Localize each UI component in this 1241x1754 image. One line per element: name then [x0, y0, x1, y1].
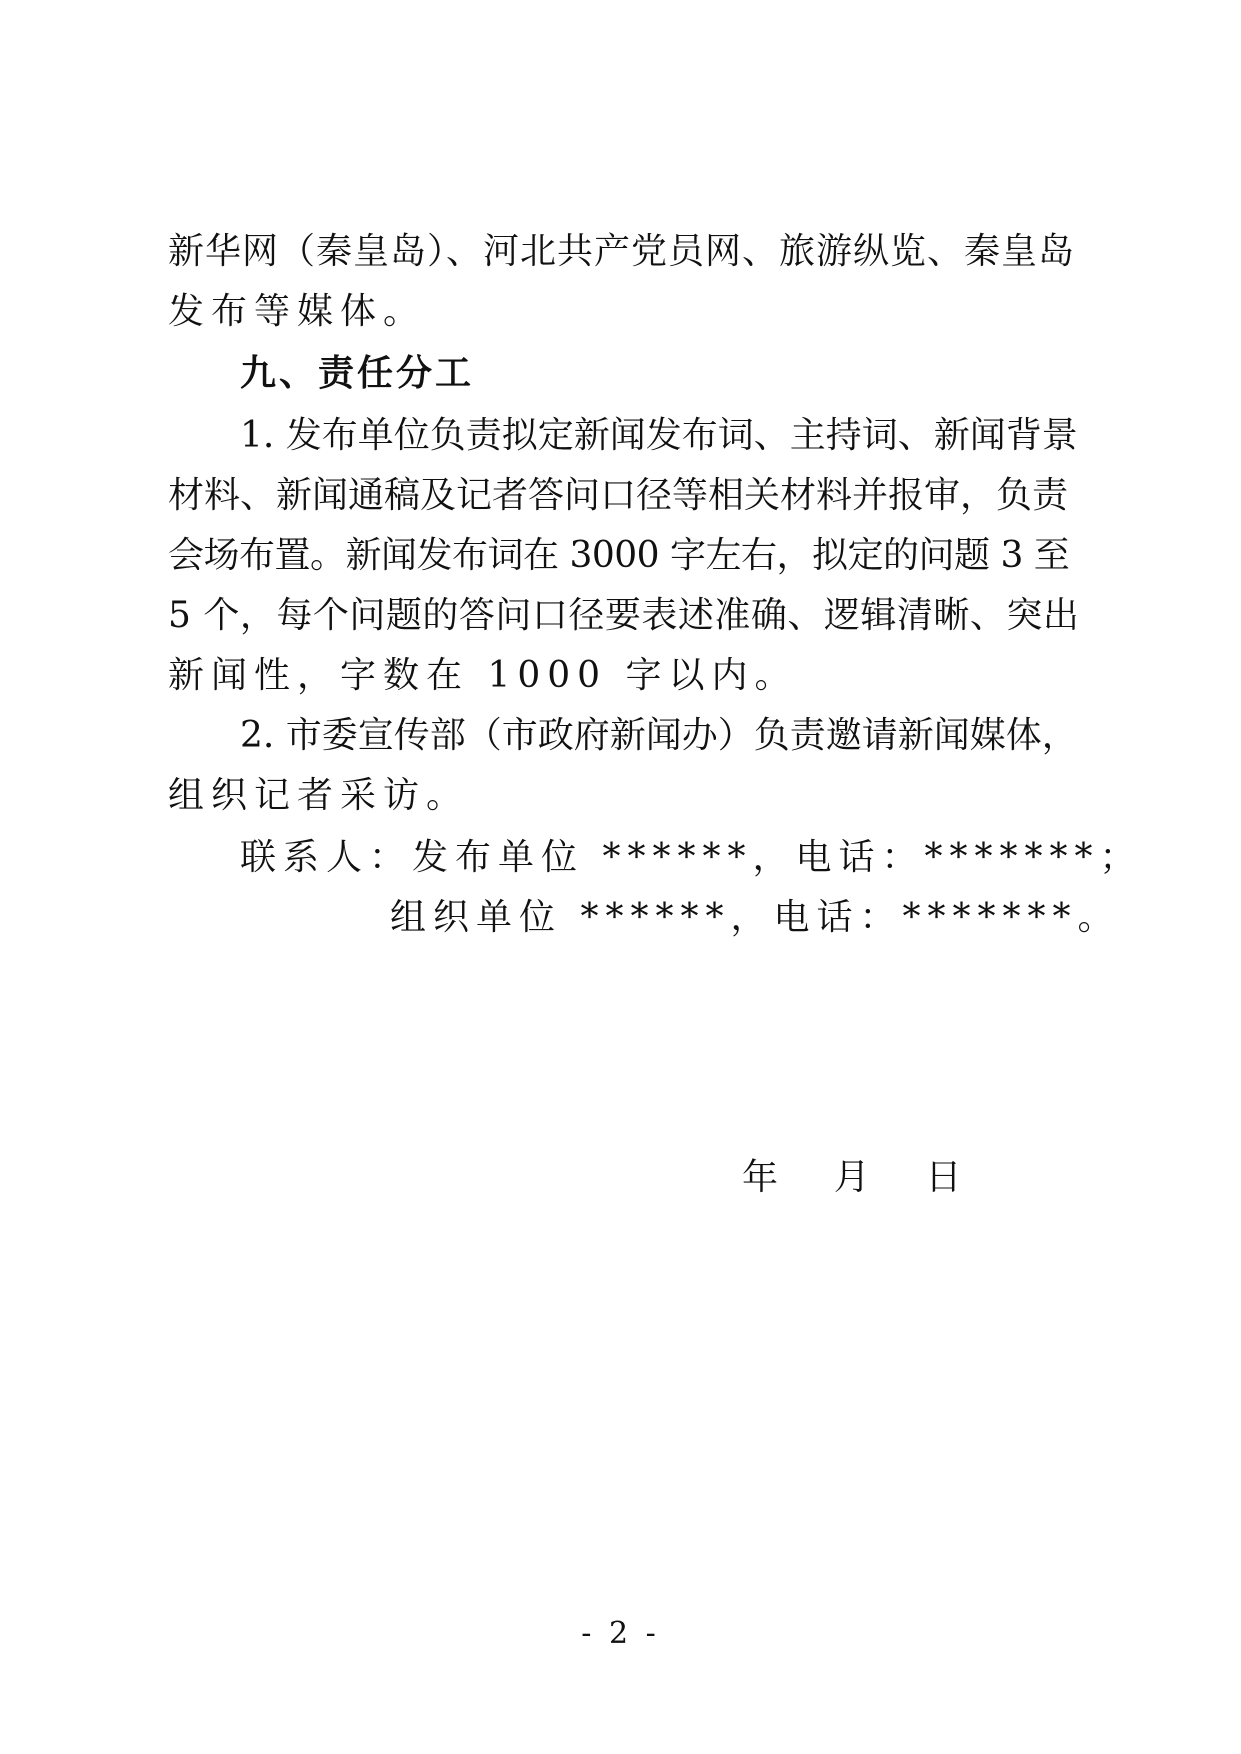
- item1-line-5: 新闻性，字数在 1000 字以内。: [168, 655, 798, 696]
- date-line: 年 月 日: [742, 1157, 964, 1198]
- contact-line-2: 组织单位 ******，电话：*******。: [390, 897, 1121, 938]
- section-heading: 九、责任分工: [240, 353, 475, 394]
- item1-line-1: 1. 发布单位负责拟定新闻发布词、主持词、新闻背景: [240, 415, 1078, 456]
- page-number: - 2 -: [581, 1616, 660, 1651]
- item2-line-1: 2. 市委宣传部（市政府新闻办）负责邀请新闻媒体，: [240, 715, 1078, 756]
- item1-line-2: 材料、新闻通稿及记者答问口径等相关材料并报审，负责: [168, 475, 1069, 516]
- intro-line-1: 新华网（秦皇岛）、河北共产党员网、旅游纵览、秦皇岛: [168, 231, 1076, 272]
- item1-line-3: 会场布置。新闻发布词在 3000 字左右，拟定的问题 3 至: [168, 535, 1070, 576]
- item2-line-2: 组织记者采访。: [168, 775, 470, 816]
- contact-line-1: 联系人：发布单位 ******，电话：*******；: [240, 837, 1143, 878]
- item1-line-4: 5 个，每个问题的答问口径要表述准确、逻辑清晰、突出: [168, 595, 1080, 636]
- intro-line-2: 发布等媒体。: [168, 291, 427, 332]
